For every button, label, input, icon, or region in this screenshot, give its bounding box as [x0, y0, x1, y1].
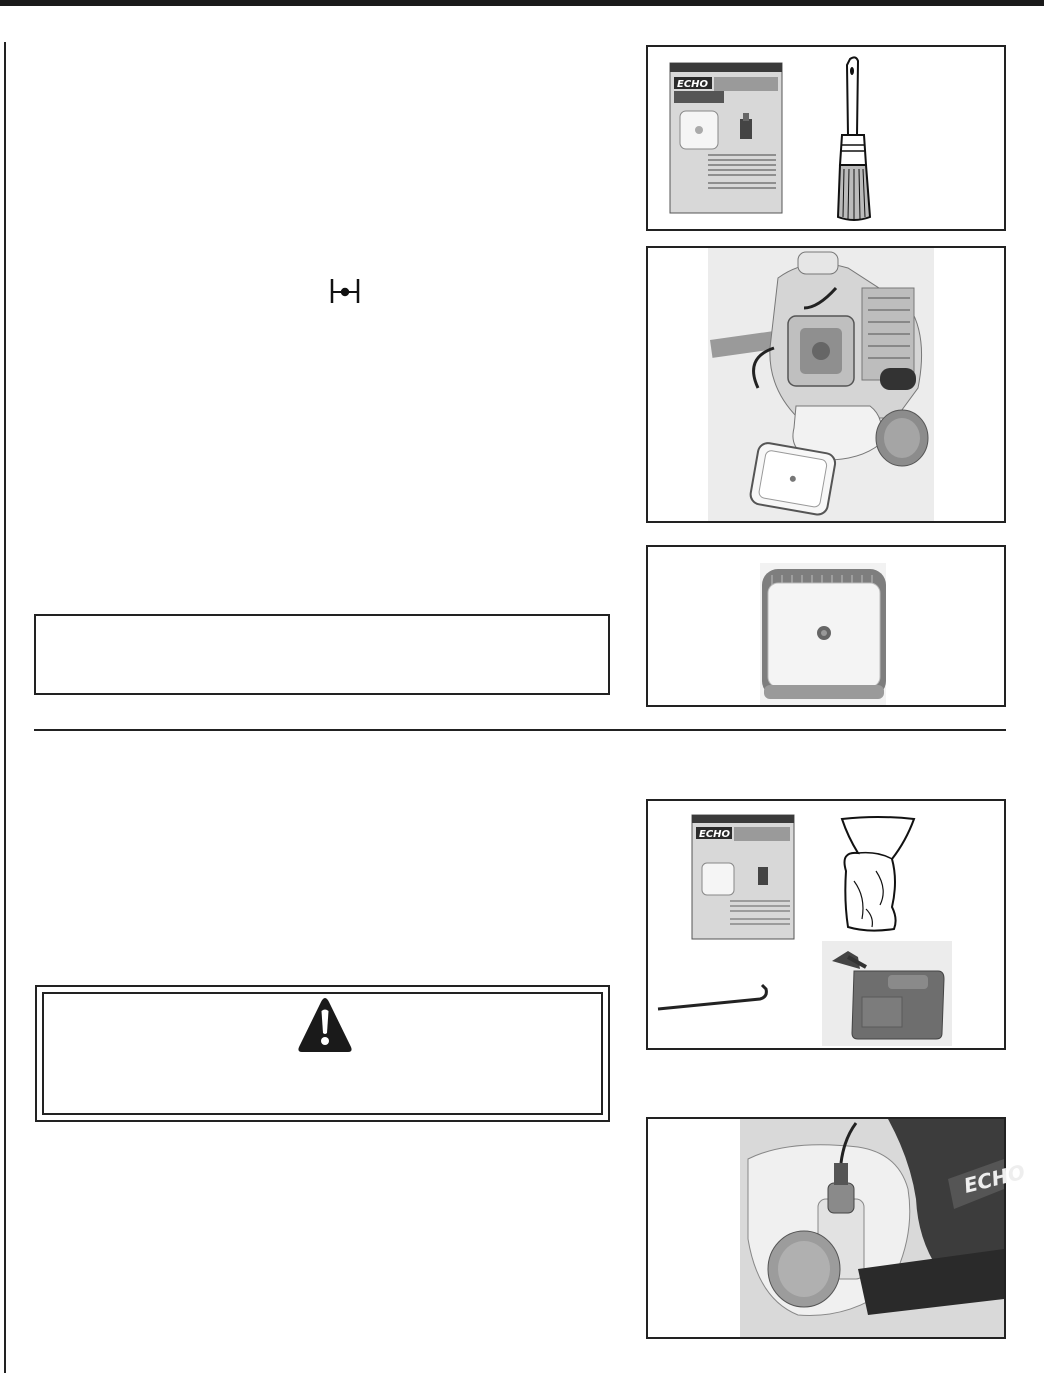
kit-primer-image — [740, 119, 752, 139]
rag-illustration — [842, 817, 914, 931]
echo-logo-text: ECHO — [677, 79, 709, 90]
figure-filter-kit-and-brush — [646, 45, 1006, 231]
engine-echo-logo: ECHO — [961, 1159, 1028, 1198]
kit-echo-logo-text: ECHO — [699, 829, 731, 840]
fuel-can-photo — [822, 941, 952, 1046]
section-divider — [34, 729, 1006, 731]
figure-fuel-tank-filter — [646, 1117, 1028, 1339]
fuel-tank-photo — [648, 1119, 1028, 1337]
engine-photo — [648, 248, 1004, 521]
brush-illustration — [838, 57, 870, 220]
note-box — [34, 614, 610, 695]
warning-triangle-icon — [296, 995, 354, 1055]
top-rule — [0, 0, 1044, 6]
air-filter-photo — [648, 547, 1004, 705]
removed-filter-cover — [749, 442, 837, 517]
supplies-illustration — [648, 801, 1004, 1048]
choke-run-icon — [329, 277, 361, 305]
figure-engine-air-cleaner-removed — [646, 246, 1006, 523]
wire-hook-illustration — [658, 985, 766, 1009]
kit-brush-illustration — [648, 47, 1004, 229]
figure-kit-rag-wire-fuel-can — [646, 799, 1006, 1050]
figure-air-filter — [646, 545, 1006, 707]
left-margin-rule — [4, 42, 6, 1373]
